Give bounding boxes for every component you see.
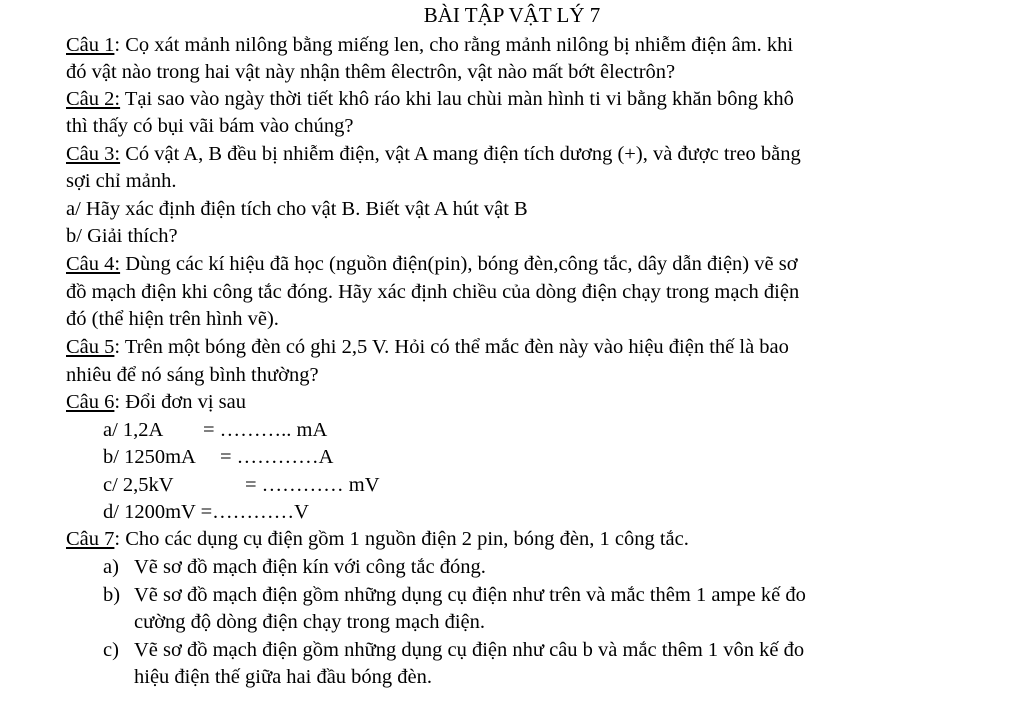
question-7-line-1 — [66, 526, 689, 553]
conversion-blank: =…………V — [200, 501, 309, 523]
question-6-item-a — [103, 417, 327, 444]
question-6-label: Câu 6 — [66, 391, 115, 413]
question-7-marker-b: b) — [103, 584, 121, 606]
question-2-line-2: thì thấy có bụi vãi bám vào chúng? — [66, 115, 354, 137]
question-4-label: Câu 4: — [66, 253, 121, 275]
question-7-text: : Cho các dụng cụ điện gồm 1 nguồn điện 2 pin, bóng đèn, 1 công tắc. — [114, 528, 689, 550]
conversion-prefix: b/ 1250mA — [103, 446, 196, 468]
question-3-text: Có vật A, B đều bị nhiễm điện, vật A mang điện tích dương (+), và được treo bằng — [120, 143, 801, 165]
question-1-line-1 — [66, 32, 793, 59]
question-3-label: Câu 3: — [66, 143, 121, 165]
question-1-text: : Cọ xát mảnh nilông bằng miếng len, cho rằng mảnh nilông bị nhiễm điện âm. khi — [114, 34, 794, 56]
question-7-part-b-line-2: cường độ dòng điện chạy trong mạch điện. — [134, 611, 486, 633]
question-6-item-d — [103, 499, 309, 526]
question-5-line-2: nhiêu để nó sáng bình thường? — [66, 364, 319, 386]
question-5-line-1 — [66, 334, 789, 361]
question-7-label: Câu 7 — [66, 528, 115, 550]
conversion-blank: = ……….. mA — [203, 419, 328, 441]
question-3-part-b: b/ Giải thích? — [66, 225, 178, 247]
conversion-prefix: c/ 2,5kV — [103, 474, 174, 496]
question-1-label: Câu 1 — [66, 34, 115, 56]
question-7-part-b-line-1: Vẽ sơ đồ mạch điện gồm những dụng cụ điện như trên và mắc thêm 1 ampe kế đo — [134, 584, 806, 606]
question-2-line-1 — [66, 86, 794, 113]
question-6-text: : Đổi đơn vị sau — [114, 391, 246, 413]
question-7-part-c-line-2: hiệu điện thế giữa hai đầu bóng đèn. — [134, 666, 433, 688]
question-2-text: Tại sao vào ngày thời tiết khô ráo khi lau chùi màn hình ti vi bằng khăn bông khô — [120, 88, 794, 110]
conversion-prefix: d/ 1200mV — [103, 501, 196, 523]
question-3-line-1 — [66, 141, 801, 168]
page-title: BÀI TẬP VẬT LÝ 7 — [423, 3, 601, 27]
question-4-line-1 — [66, 251, 798, 278]
question-3-part-a: a/ Hãy xác định điện tích cho vật B. Biết vật A hút vật B — [66, 198, 528, 220]
question-7-part-c-line-1: Vẽ sơ đồ mạch điện gồm những dụng cụ điện như câu b và mắc thêm 1 vôn kế đo — [134, 639, 805, 661]
conversion-blank: = …………A — [220, 446, 334, 468]
question-5-text: : Trên một bóng đèn có ghi 2,5 V. Hỏi có thể mắc đèn này vào hiệu điện thế là bao — [114, 336, 789, 358]
conversion-blank: = ………… mV — [245, 474, 380, 496]
question-6-item-b — [103, 444, 334, 471]
question-7-part-a: Vẽ sơ đồ mạch điện kín với công tắc đóng. — [134, 556, 486, 578]
question-6-line-1 — [66, 389, 246, 416]
question-7-marker-a: a) — [103, 556, 119, 578]
question-6-item-c — [103, 472, 380, 499]
question-1-line-2: đó vật nào trong hai vật này nhận thêm êlectrôn, vật nào mất bớt êlectrôn? — [66, 61, 676, 83]
question-5-label: Câu 5 — [66, 336, 115, 358]
question-3-line-2: sợi chỉ mảnh. — [66, 170, 177, 192]
conversion-prefix: a/ 1,2A — [103, 419, 164, 441]
question-4-line-2: đồ mạch điện khi công tắc đóng. Hãy xác định chiều của dòng điện chạy trong mạch điện — [66, 281, 800, 303]
question-2-label: Câu 2: — [66, 88, 121, 110]
question-7-marker-c: c) — [103, 639, 119, 661]
question-4-text: Dùng các kí hiệu đã học (nguồn điện(pin), bóng đèn,công tắc, dây dẫn điện) vẽ sơ — [120, 253, 798, 275]
question-4-line-3: đó (thể hiện trên hình vẽ). — [66, 308, 279, 330]
